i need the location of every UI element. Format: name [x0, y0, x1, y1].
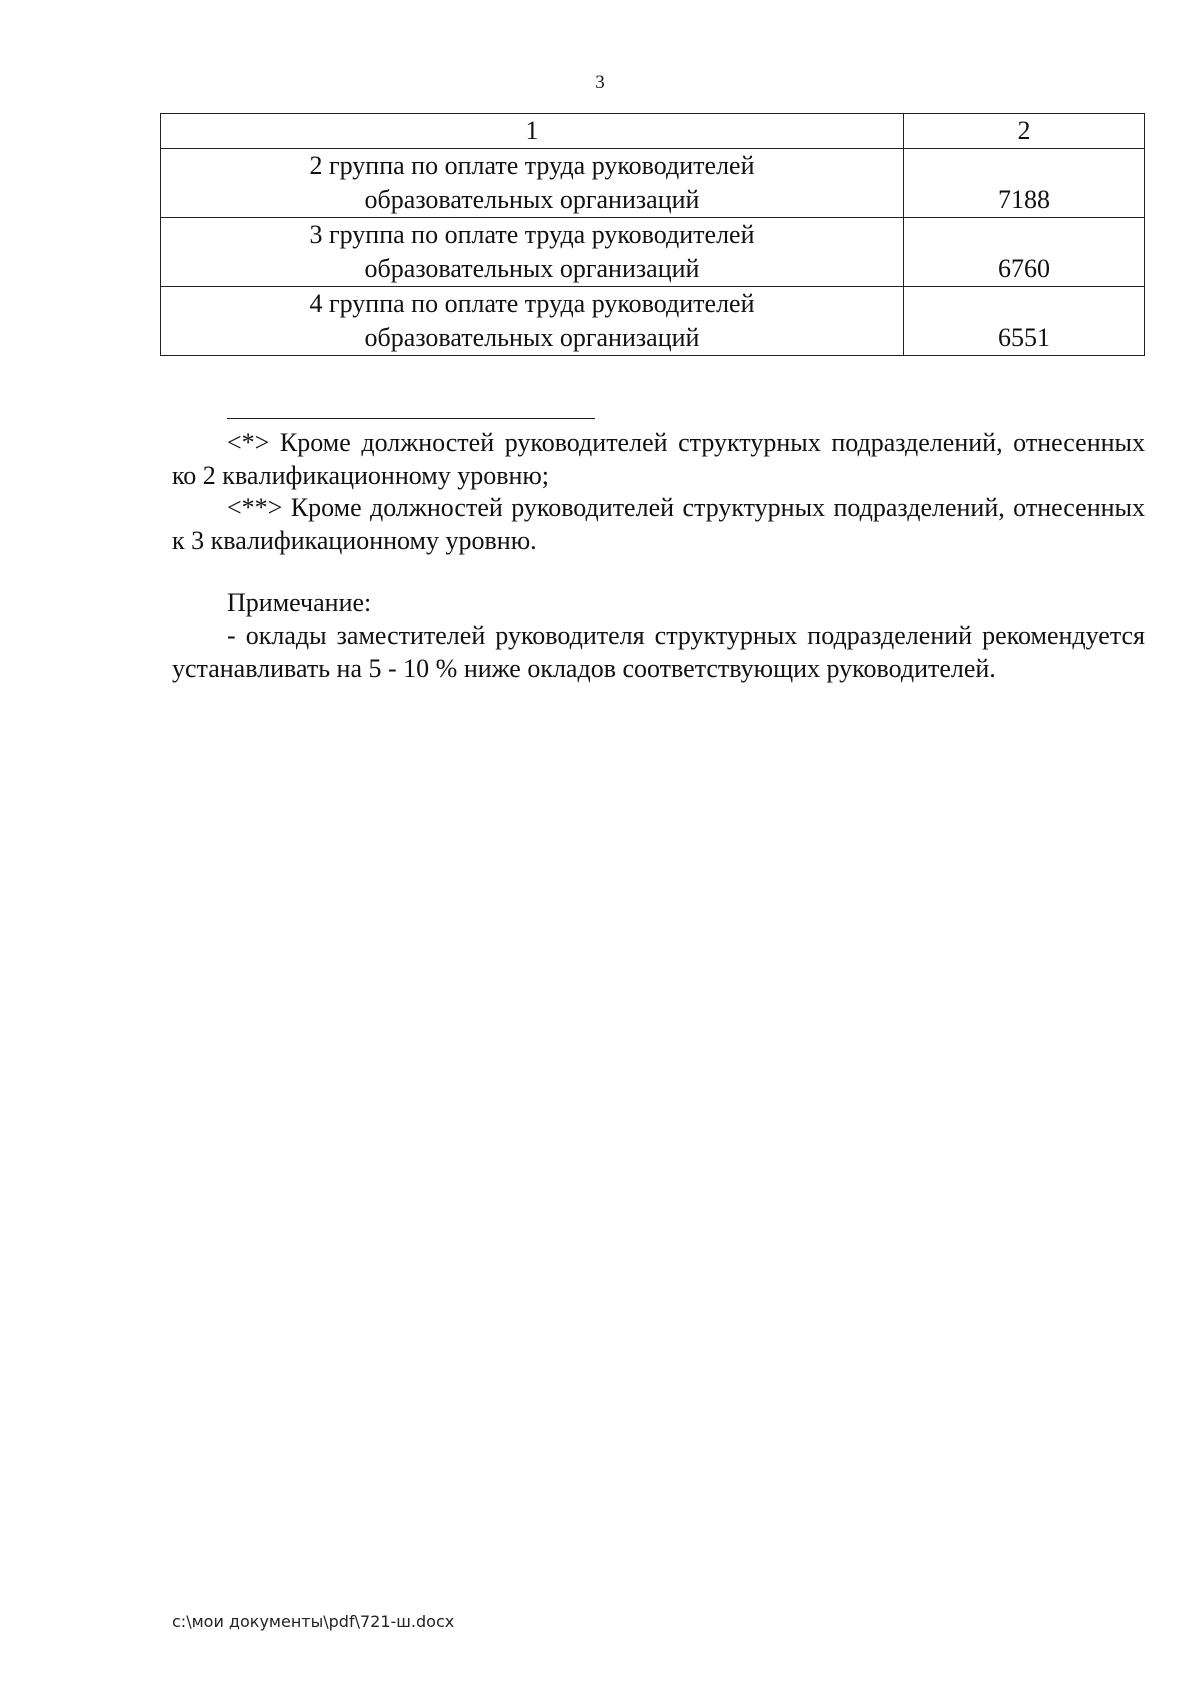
- note-text: - оклады заместителей руководителя структурных подразделений рекомендуется устанавливать на 5 - 10 % ниже окладов соответствующих руководителей.: [172, 621, 1145, 683]
- row-label: [161, 218, 904, 287]
- footnote-2-text: <**> Кроме должностей руководителей структурных подразделений, отнесенных к 3 квалификационному уровню.: [172, 493, 1145, 555]
- row-label-line2: образовательных организаций: [364, 254, 700, 283]
- footnote-separator: [227, 418, 595, 419]
- salary-table: [160, 113, 1145, 356]
- footnote-1: [172, 426, 1145, 492]
- table-row: [161, 218, 1145, 287]
- page-number: 3: [595, 72, 605, 93]
- row-label-line2: образовательных организаций: [364, 323, 700, 352]
- note-title: Примечание:: [227, 588, 372, 617]
- note-section: [172, 586, 1145, 685]
- footnote-1-text: <*> Кроме должностей руководителей структурных подразделений, отнесенных ко 2 квалификационному уровню;: [172, 428, 1145, 490]
- row-label: [161, 287, 904, 356]
- table-row: [161, 287, 1145, 356]
- row-label-line1: 4 группа по оплате труда руководителей: [309, 289, 755, 318]
- footnote-2: [172, 491, 1145, 557]
- row-label-line2: образовательных организаций: [364, 185, 700, 214]
- table-header-row: [161, 114, 1145, 149]
- footer-file-path: c:\мои документы\pdf\721-ш.docx: [172, 1612, 455, 1631]
- column-header-1: 1: [161, 114, 904, 149]
- table-row: [161, 149, 1145, 218]
- row-label-line1: 2 группа по оплате труда руководителей: [309, 151, 755, 180]
- row-label-line1: 3 группа по оплате труда руководителей: [309, 220, 755, 249]
- column-header-2: 2: [904, 114, 1145, 149]
- row-label: [161, 149, 904, 218]
- row-value: 7188: [904, 149, 1145, 218]
- row-value: 6760: [904, 218, 1145, 287]
- row-value: 6551: [904, 287, 1145, 356]
